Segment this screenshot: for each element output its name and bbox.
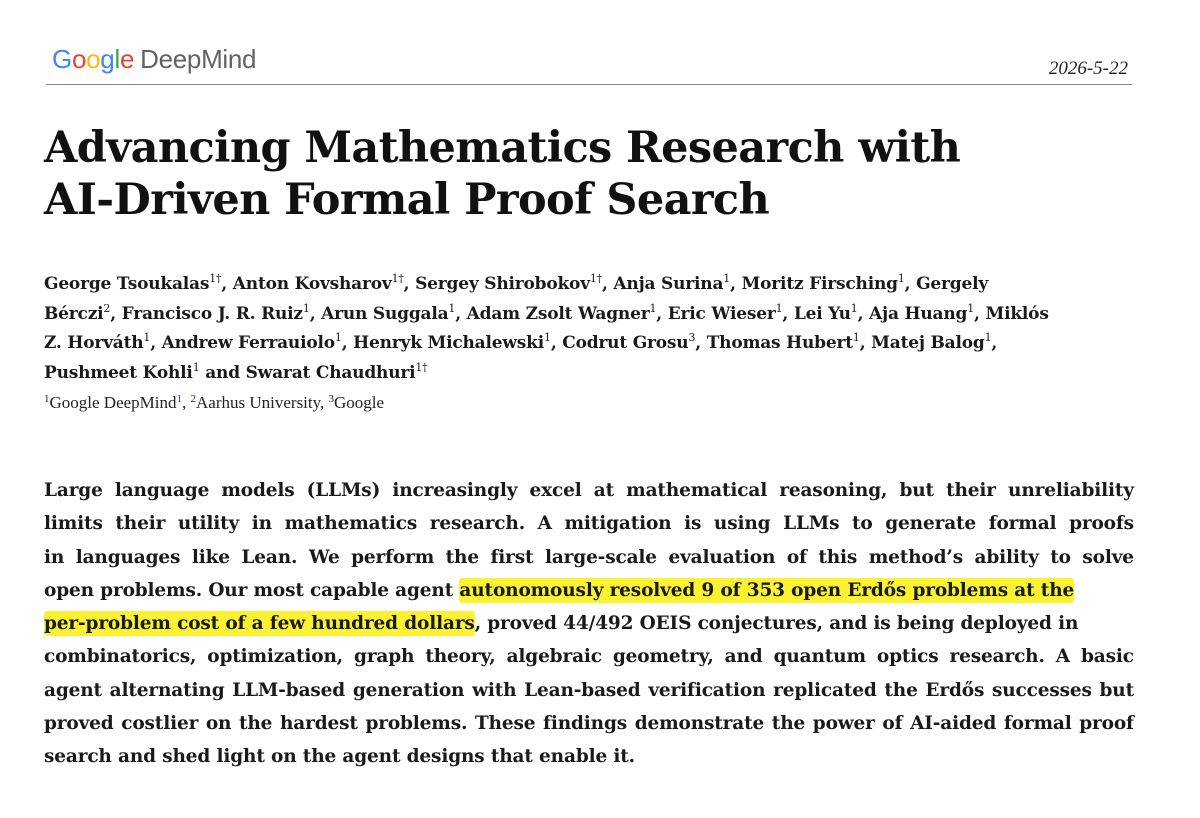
abstract-word: language bbox=[114, 480, 210, 501]
author-affiliation-mark: 3 bbox=[688, 331, 696, 344]
abstract-line bbox=[44, 707, 1134, 740]
abstract-word: the bbox=[238, 713, 273, 735]
abstract-word: increasingly bbox=[392, 480, 518, 501]
abstract-word: their bbox=[946, 480, 996, 501]
abstract-word: formal bbox=[988, 513, 1057, 535]
affiliation-name: Aarhus University bbox=[196, 393, 321, 412]
abstract-word: Lean-based bbox=[524, 679, 641, 701]
abstract-word: languages bbox=[75, 546, 181, 568]
author-affiliation-mark: 1 bbox=[302, 301, 310, 315]
abstract-word: mathematical bbox=[626, 480, 768, 501]
abstract-word: alternating bbox=[109, 679, 225, 701]
abstract-word: We bbox=[308, 546, 340, 568]
abstract-word: models bbox=[221, 480, 295, 501]
abstract-word: but bbox=[899, 480, 934, 501]
author-name: Miklós bbox=[985, 303, 1049, 324]
logo-letter: l bbox=[114, 44, 120, 74]
abstract-word: successes bbox=[991, 679, 1092, 701]
abstract-word: Lean. bbox=[241, 546, 298, 568]
abstract-word: (LLMs) bbox=[306, 480, 381, 501]
abstract-text: , proved 44/492 OEIS conjectures, and is being deployed in bbox=[474, 613, 1079, 635]
abstract-word: ability bbox=[974, 546, 1039, 568]
author-line: Bérczi$^2$, Francisco J. R. Ruiz$^1$, Arun Suggala$^1$, Adam Zsolt Wagner$^1$, Eric Wieser$^1$, Lei Yu$^1$, Aja Huang$^1$, Miklós bbox=[44, 301, 1049, 324]
author-name: Anja Surina bbox=[613, 274, 724, 294]
logo-letter: e bbox=[119, 44, 135, 74]
abstract-word: formal bbox=[1003, 713, 1072, 735]
abstract-word: verification bbox=[648, 679, 766, 701]
abstract-word: graph bbox=[354, 646, 415, 668]
abstract-word: unreliability bbox=[1008, 480, 1134, 501]
author-affiliation-mark: 1 bbox=[334, 331, 342, 344]
abstract-line bbox=[44, 541, 1134, 574]
abstract-word: generate bbox=[885, 513, 977, 535]
author-affiliation-mark: 1 bbox=[967, 301, 975, 315]
abstract-word: replicated bbox=[773, 679, 877, 701]
abstract-word: perform bbox=[351, 546, 435, 568]
author-name: Aja Huang bbox=[869, 303, 968, 324]
logo-letter: g bbox=[100, 44, 115, 74]
abstract-line bbox=[44, 640, 1134, 673]
author-affiliation-mark: 1 bbox=[850, 301, 858, 315]
abstract-line: search and shed light on the agent designs that enable it. bbox=[44, 746, 635, 768]
author-name: Anton Kovsharov bbox=[232, 274, 392, 294]
author-name: Codrut Grosu bbox=[562, 333, 689, 353]
abstract-line bbox=[44, 674, 1134, 707]
author-affiliation-mark: 1† bbox=[391, 272, 404, 285]
author-name: Gergely bbox=[916, 274, 989, 294]
abstract-word: algebraic bbox=[506, 646, 602, 668]
author-name: Swarat Chaudhuri bbox=[245, 362, 416, 383]
abstract-word: optics bbox=[876, 646, 939, 668]
abstract-word: power bbox=[812, 713, 875, 735]
abstract-word: costlier bbox=[121, 713, 199, 735]
abstract-word: mathematics bbox=[284, 513, 418, 535]
author-affiliation-mark: 1† bbox=[589, 272, 602, 285]
author-affiliation-mark: 2 bbox=[103, 301, 111, 315]
affiliations: $^1$Google DeepMind$^1$, $^2$Aarhus University, $^3$Google bbox=[44, 393, 385, 412]
affiliation-name: Google DeepMind bbox=[49, 393, 177, 412]
author-affiliation-mark: 1 bbox=[897, 272, 905, 285]
abstract-word: the bbox=[445, 546, 479, 568]
affiliation-number: 3 bbox=[328, 393, 335, 405]
abstract-word: proof bbox=[1079, 713, 1134, 735]
abstract-word: agent bbox=[44, 679, 102, 701]
author-affiliation-mark: 1 bbox=[448, 301, 456, 315]
abstract-word: proofs bbox=[1069, 513, 1134, 535]
highlighted-text: autonomously resolved 9 of 353 open Erdős problems at the bbox=[459, 579, 1075, 601]
abstract-word: and bbox=[724, 646, 763, 668]
abstract-word: geometry, bbox=[612, 646, 714, 668]
author-name: Thomas Hubert bbox=[706, 333, 853, 353]
abstract-word: theory, bbox=[425, 646, 496, 668]
title-line: AI-Driven Formal Proof Search bbox=[44, 175, 770, 225]
author-list bbox=[44, 270, 1134, 388]
abstract-word: their bbox=[115, 513, 166, 535]
abstract-word: mitigation bbox=[564, 513, 672, 535]
abstract-word: A bbox=[1055, 646, 1070, 668]
author-name: Adam Zsolt Wagner bbox=[466, 303, 650, 324]
author-name: Lei Yu bbox=[793, 303, 851, 324]
google-deepmind-logo bbox=[52, 44, 256, 75]
abstract-word: LLM-based bbox=[232, 679, 346, 701]
abstract-word: method’s bbox=[868, 546, 963, 568]
logo-deepmind-text: DeepMind bbox=[140, 44, 257, 74]
author-name: George Tsoukalas bbox=[44, 274, 210, 294]
abstract-line bbox=[44, 474, 1134, 507]
abstract-word: in bbox=[251, 513, 272, 535]
affiliation-number: 2 bbox=[190, 393, 197, 405]
abstract-word: excel bbox=[529, 480, 582, 501]
abstract-word: of bbox=[882, 713, 903, 735]
publication-date: 2026-5-22 bbox=[1048, 58, 1128, 79]
abstract-word: A bbox=[537, 513, 552, 535]
abstract-word: proved bbox=[44, 713, 114, 735]
abstract-word: solve bbox=[1082, 546, 1134, 568]
author-name: Andrew Ferrauiolo bbox=[161, 333, 335, 353]
author-name: Eric Wieser bbox=[667, 303, 776, 324]
author-line: George Tsoukalas$^{1\dagger}$, Anton Kovsharov$^{1\dagger}$, Sergey Shirobokov$^{1\dagger}$, Anja Surina$^1$, Moritz Firsching$^1$, Gergely bbox=[44, 272, 989, 294]
abstract-word: with bbox=[472, 679, 517, 701]
page-header bbox=[46, 40, 1132, 85]
author-affiliation-mark: 1 bbox=[723, 272, 731, 285]
author-name: Z. Horváth bbox=[44, 333, 144, 353]
abstract-word: problems. bbox=[365, 713, 468, 735]
affiliation-link-mark[interactable]: 1 bbox=[176, 393, 183, 405]
abstract-word: generation bbox=[352, 679, 465, 701]
author-name: Moritz Firsching bbox=[741, 274, 898, 294]
affiliation-name: Google bbox=[334, 393, 385, 412]
abstract-word: demonstrate bbox=[634, 713, 765, 735]
abstract-line bbox=[44, 607, 1134, 640]
affiliation-number: 1 bbox=[44, 393, 50, 405]
author-affiliation-mark: 1 bbox=[984, 331, 992, 344]
highlighted-text: per-problem cost of a few hundred dollars bbox=[44, 613, 475, 635]
author-affiliation-mark: 1 bbox=[192, 360, 200, 374]
abstract-word: the bbox=[884, 679, 918, 701]
author-affiliation-mark: 1 bbox=[544, 331, 551, 344]
abstract-word: utility bbox=[177, 513, 240, 535]
abstract-word: first bbox=[490, 546, 534, 568]
abstract-word: Erdős bbox=[925, 679, 985, 701]
abstract-word: but bbox=[1099, 679, 1134, 701]
abstract-word: research. bbox=[429, 513, 525, 535]
abstract-word: at bbox=[593, 480, 615, 501]
abstract-word: on bbox=[205, 713, 232, 735]
abstract-word: this bbox=[818, 546, 858, 568]
abstract bbox=[44, 474, 1134, 774]
logo-letter: o bbox=[71, 44, 87, 74]
abstract-word: using bbox=[713, 513, 771, 535]
author-affiliation-mark: 1 bbox=[852, 331, 860, 344]
author-name: Arun Suggala bbox=[321, 303, 449, 324]
author-line: Z. Horváth$^1$, Andrew Ferrauiolo$^1$, Henryk Michalewski$^1$, Codrut Grosu$^3$, Thomas Hubert$^1$, Matej Balog$^1$, bbox=[44, 331, 998, 353]
author-affiliation-mark: 1 bbox=[143, 331, 151, 344]
abstract-line bbox=[44, 507, 1134, 540]
abstract-word: large-scale bbox=[544, 546, 657, 568]
abstract-word: to bbox=[1050, 546, 1071, 568]
abstract-word: Large bbox=[44, 480, 103, 501]
author-affiliation-mark: 1 bbox=[775, 301, 783, 315]
abstract-word: limits bbox=[44, 513, 103, 535]
abstract-word: is bbox=[684, 513, 702, 535]
abstract-line bbox=[44, 574, 1134, 607]
logo-letter: G bbox=[52, 44, 72, 74]
abstract-word: in bbox=[44, 546, 65, 568]
abstract-text: open problems. Our most capable agent bbox=[44, 579, 460, 601]
author-line: Pushmeet Kohli$^1$ and Swarat Chaudhuri$^{1\dagger}$ bbox=[44, 360, 428, 383]
author-name: Henryk Michalewski bbox=[353, 333, 545, 353]
author-affiliation-mark: 1 bbox=[649, 301, 657, 315]
author-affiliation-mark: 1† bbox=[415, 360, 428, 374]
abstract-word: combinatorics, bbox=[44, 646, 197, 668]
abstract-word: research. bbox=[949, 646, 1045, 668]
abstract-word: hardest bbox=[279, 713, 358, 735]
author-name: Bérczi bbox=[44, 303, 104, 324]
title-line: Advancing Mathematics Research with bbox=[44, 123, 961, 173]
abstract-word: LLMs bbox=[783, 513, 840, 535]
abstract-word: optimization, bbox=[207, 646, 344, 668]
abstract-word: reasoning, bbox=[779, 480, 888, 501]
abstract-word: basic bbox=[1080, 646, 1134, 668]
author-name: Pushmeet Kohli bbox=[44, 362, 193, 383]
logo-letter: o bbox=[86, 44, 101, 74]
paper-title bbox=[44, 122, 1144, 226]
abstract-word: These bbox=[474, 713, 536, 735]
abstract-word: to bbox=[852, 513, 873, 535]
author-name: Matej Balog bbox=[871, 333, 985, 353]
abstract-word: quantum bbox=[773, 646, 866, 668]
author-affiliation-mark: 1† bbox=[209, 272, 222, 285]
abstract-word: findings bbox=[543, 713, 628, 735]
abstract-word: of bbox=[786, 546, 807, 568]
abstract-word: AI-aided bbox=[910, 713, 997, 735]
author-name: Sergey Shirobokov bbox=[415, 274, 590, 294]
abstract-word: like bbox=[191, 546, 230, 568]
abstract-word: the bbox=[771, 713, 806, 735]
abstract-word: evaluation bbox=[668, 546, 776, 568]
author-name: Francisco J. R. Ruiz bbox=[121, 303, 303, 324]
